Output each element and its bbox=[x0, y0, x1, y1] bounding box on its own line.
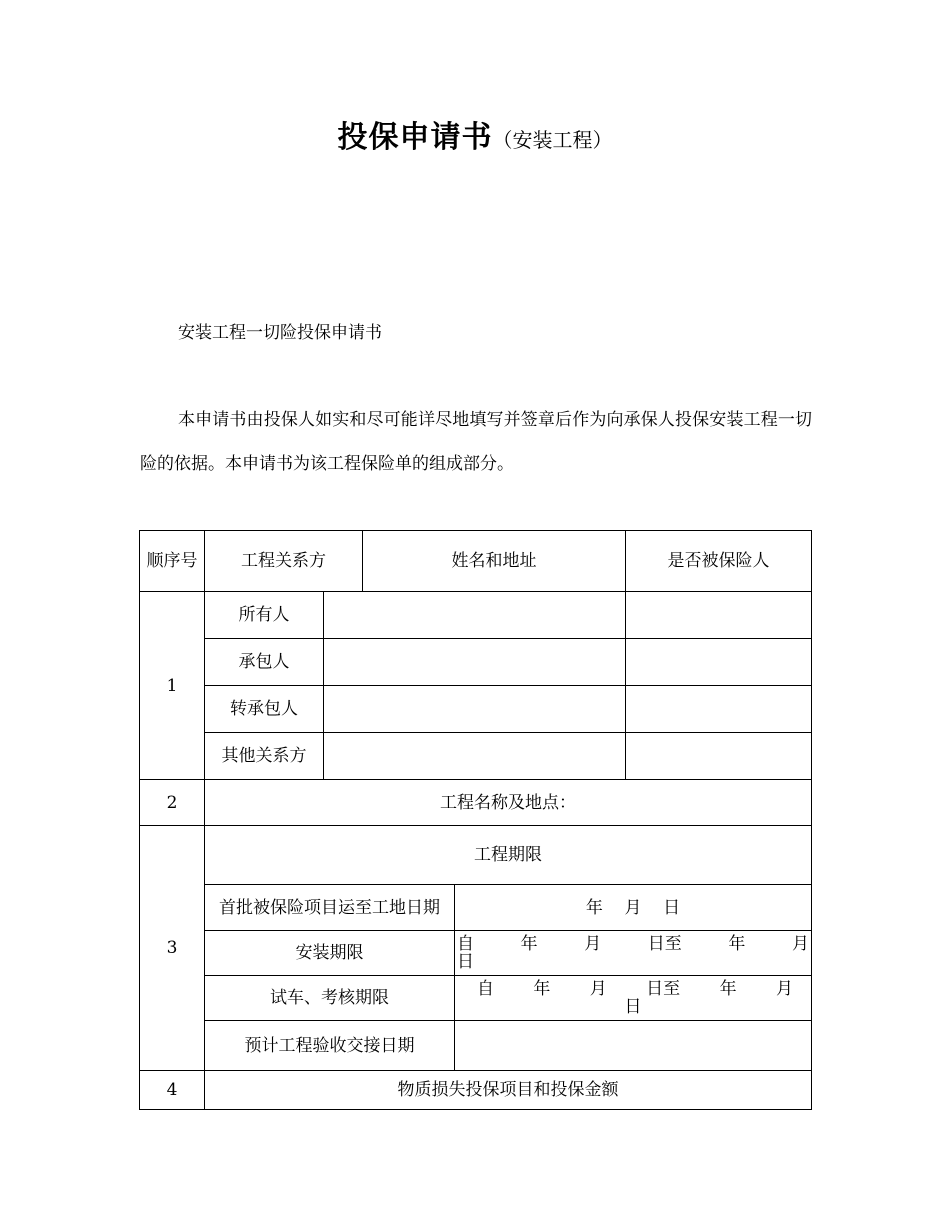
party-row-owner bbox=[140, 592, 812, 639]
date-month: 月 bbox=[775, 979, 793, 999]
section2-seq: 2 bbox=[140, 780, 205, 826]
acceptance-date-field[interactable] bbox=[455, 1021, 812, 1071]
header-party: 工程关系方 bbox=[205, 531, 363, 592]
party-row-contractor bbox=[140, 639, 812, 686]
project-name-row bbox=[140, 780, 812, 826]
intro-paragraph: 本申请书由投保人如实和尽可能详尽地填写并签章后作为向承保人投保安装工程一切险的依据。本申请书为该工程保险单的组成部分。 bbox=[140, 410, 812, 474]
period-heading: 工程期限 bbox=[205, 826, 812, 885]
first-delivery-date-field[interactable] bbox=[455, 885, 812, 931]
date-from: 自 bbox=[477, 979, 494, 999]
date-year: 年 bbox=[719, 979, 737, 999]
party-label-subcontractor: 转承包人 bbox=[205, 686, 324, 733]
subcontractor-name-address-field[interactable] bbox=[324, 686, 626, 733]
contractor-insured-field[interactable] bbox=[626, 639, 812, 686]
date-day-to: 日至 bbox=[647, 934, 682, 954]
install-period-label: 安装期限 bbox=[205, 931, 455, 976]
contractor-name-address-field[interactable] bbox=[324, 639, 626, 686]
other-insured-field[interactable] bbox=[626, 733, 812, 780]
header-name-address: 姓名和地址 bbox=[363, 531, 626, 592]
party-row-other bbox=[140, 733, 812, 780]
trial-period-date-field[interactable] bbox=[455, 976, 812, 1021]
other-name-address-field[interactable] bbox=[324, 733, 626, 780]
title-sub: （安装工程） bbox=[492, 128, 613, 152]
date-month: 月 bbox=[589, 979, 607, 999]
owner-insured-field[interactable] bbox=[626, 592, 812, 639]
header-insured: 是否被保险人 bbox=[626, 531, 812, 592]
date-year: 年 bbox=[728, 934, 746, 954]
date-month: 月 bbox=[791, 934, 809, 954]
form-subheading: 安装工程一切险投保申请书 bbox=[178, 323, 382, 343]
subcontractor-insured-field[interactable] bbox=[626, 686, 812, 733]
owner-name-address-field[interactable] bbox=[324, 592, 626, 639]
trial-period-row bbox=[140, 976, 812, 1021]
acceptance-date-row bbox=[140, 1021, 812, 1071]
party-label-contractor: 承包人 bbox=[205, 639, 324, 686]
date-month: 月 bbox=[624, 897, 642, 918]
project-name-location-field[interactable]: 工程名称及地点： bbox=[205, 780, 812, 826]
acceptance-date-label: 预计工程验收交接日期 bbox=[205, 1021, 455, 1071]
period-heading-row bbox=[140, 826, 812, 885]
install-period-row bbox=[140, 931, 812, 976]
date-year: 年 bbox=[533, 979, 551, 999]
date-year: 年 bbox=[585, 897, 603, 918]
title-main: 投保申请书 bbox=[337, 120, 493, 155]
section3-seq: 3 bbox=[140, 826, 205, 1071]
date-day-to: 日至 bbox=[646, 979, 681, 999]
trial-period-label: 试车、考核期限 bbox=[205, 976, 455, 1021]
date-day: 日 bbox=[624, 997, 642, 1017]
first-delivery-label: 首批被保险项目运至工地日期 bbox=[205, 885, 455, 931]
section4-seq: 4 bbox=[140, 1071, 205, 1110]
date-month: 月 bbox=[584, 934, 602, 954]
material-damage-heading: 物质损失投保项目和投保金额 bbox=[205, 1071, 812, 1110]
date-from: 自 bbox=[457, 934, 474, 954]
party-label-owner: 所有人 bbox=[205, 592, 324, 639]
header-seq: 顺序号 bbox=[140, 531, 205, 592]
date-year: 年 bbox=[520, 934, 538, 954]
party-label-other: 其他关系方 bbox=[205, 733, 324, 780]
first-delivery-row bbox=[140, 885, 812, 931]
header-row bbox=[140, 531, 812, 592]
application-form-table bbox=[139, 530, 812, 1110]
material-damage-row bbox=[140, 1071, 812, 1110]
date-day: 日 bbox=[457, 952, 474, 972]
document-title bbox=[0, 112, 950, 156]
section1-seq: 1 bbox=[140, 592, 205, 780]
date-day: 日 bbox=[663, 897, 681, 918]
install-period-date-field[interactable] bbox=[455, 931, 812, 976]
party-row-subcontractor bbox=[140, 686, 812, 733]
